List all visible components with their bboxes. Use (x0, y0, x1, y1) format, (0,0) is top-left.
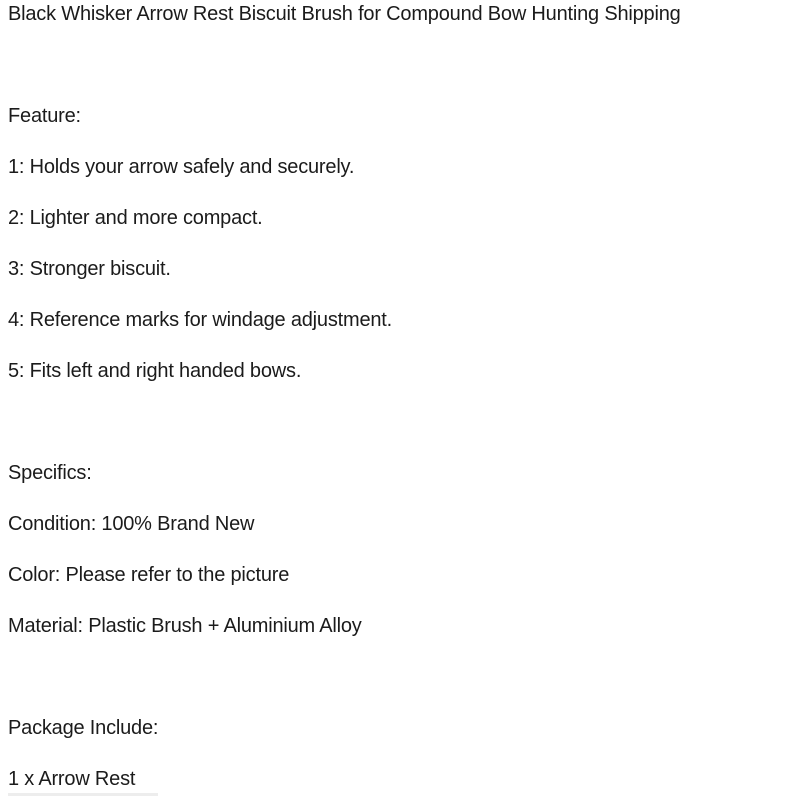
feature-item-4: 4: Reference marks for windage adjustment. (8, 309, 393, 331)
specifics-heading: Specifics: (8, 462, 92, 484)
specifics-color: Color: Please refer to the picture (8, 564, 290, 586)
feature-item-2: 2: Lighter and more compact. (8, 207, 263, 229)
feature-item-3: 3: Stronger biscuit. (8, 258, 171, 280)
package-item-1: 1 x Arrow Rest (8, 768, 136, 790)
cut-off-text-remnant (8, 793, 158, 796)
feature-item-1: 1: Holds your arrow safely and securely. (8, 156, 355, 178)
feature-item-5: 5: Fits left and right handed bows. (8, 360, 302, 382)
feature-heading: Feature: (8, 105, 81, 127)
package-heading: Package Include: (8, 717, 159, 739)
specifics-material: Material: Plastic Brush + Aluminium Alloy (8, 615, 362, 637)
specifics-condition: Condition: 100% Brand New (8, 513, 255, 535)
page-title: Black Whisker Arrow Rest Biscuit Brush for Compound Bow Hunting Shipping (8, 3, 681, 25)
